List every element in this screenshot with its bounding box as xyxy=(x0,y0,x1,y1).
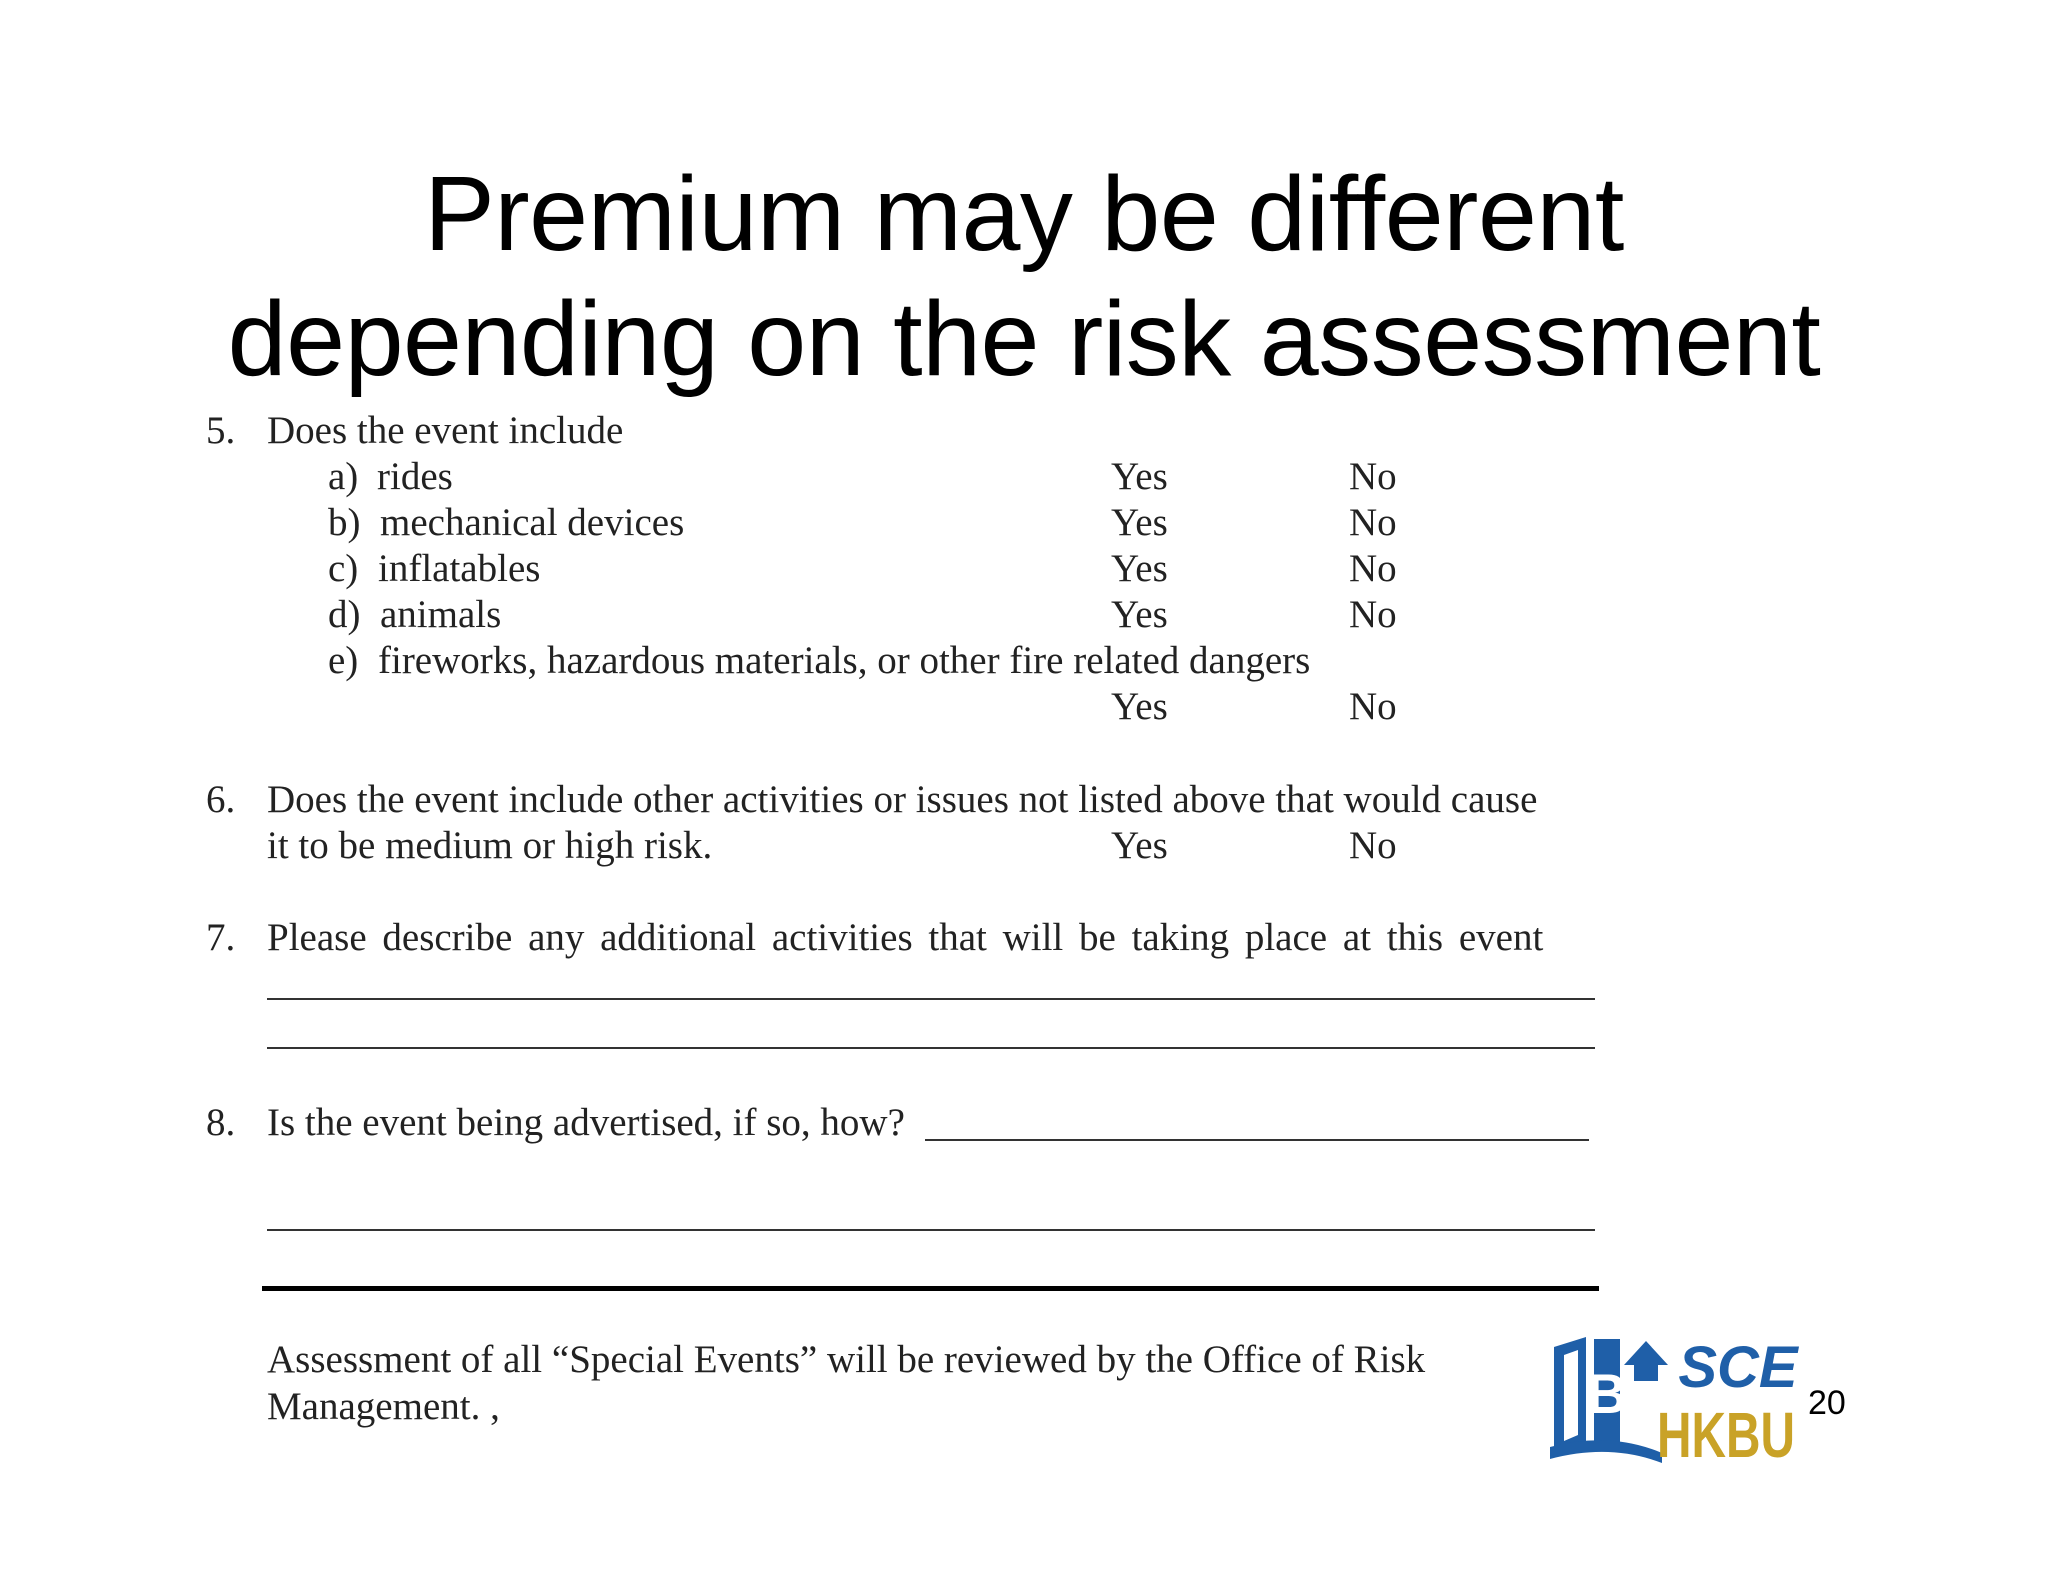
sce-hkbu-logo xyxy=(1550,1335,1812,1465)
logo-top-text: SCE xyxy=(1678,1335,1798,1400)
q6-text-line-2: it to be medium or high risk. xyxy=(267,824,713,867)
q5-item-c-label: inflatables xyxy=(378,547,541,590)
section-divider xyxy=(262,1286,1599,1291)
q8-answer-line-2[interactable] xyxy=(267,1229,1595,1231)
q5-item-b-letter: b) xyxy=(328,501,361,544)
q5-item-e-letter: e) xyxy=(328,639,359,682)
q5-item-d-no-option[interactable]: No xyxy=(1349,593,1397,636)
q5-item-b-label: mechanical devices xyxy=(380,501,685,544)
q5-item-b-yes-option[interactable]: Yes xyxy=(1111,501,1168,544)
q5-item-e-no-option[interactable]: No xyxy=(1349,685,1397,728)
q5-item-d-yes-option[interactable]: Yes xyxy=(1111,593,1168,636)
logo-emblem-letter: B xyxy=(1586,1362,1628,1425)
q7-text: Please describe any additional activities that will be taking place at this event xyxy=(267,916,1544,959)
q8-number: 8. xyxy=(206,1101,236,1144)
q5-item-e-yes-option[interactable]: Yes xyxy=(1111,685,1168,728)
q8-text: Is the event being advertised, if so, how? xyxy=(267,1101,905,1144)
q5-item-b-no-option[interactable]: No xyxy=(1349,501,1397,544)
slide-title-line-2: depending on the risk assessment xyxy=(227,280,1821,398)
q5-item-c-letter: c) xyxy=(328,547,359,590)
q5-item-a-yes-option[interactable]: Yes xyxy=(1111,455,1168,498)
q8-answer-inline-line[interactable] xyxy=(925,1139,1589,1141)
slide-title-line-1: Premium may be different xyxy=(424,155,1624,273)
q6-yes-option[interactable]: Yes xyxy=(1111,824,1168,867)
q5-item-a-label: rides xyxy=(377,455,453,498)
q6-no-option[interactable]: No xyxy=(1349,824,1397,867)
q7-answer-line-1[interactable] xyxy=(267,998,1595,1000)
q5-item-a-no-option[interactable]: No xyxy=(1349,455,1397,498)
footer-note-line-2: Management. , xyxy=(267,1385,500,1428)
q5-text: Does the event include xyxy=(267,409,624,452)
q6-text-line-1: Does the event include other activities or issues not listed above that would cause xyxy=(267,778,1538,821)
q5-item-a-letter: a) xyxy=(328,455,359,498)
sce-hkbu-logo-graphic xyxy=(1550,1335,1812,1465)
q5-item-d-letter: d) xyxy=(328,593,361,636)
q5-item-d-label: animals xyxy=(380,593,502,636)
q7-answer-line-2[interactable] xyxy=(267,1047,1595,1049)
q6-number: 6. xyxy=(206,778,236,821)
q7-number: 7. xyxy=(206,916,236,959)
q5-item-c-no-option[interactable]: No xyxy=(1349,547,1397,590)
slide-title xyxy=(0,152,2048,402)
q5-item-e-label: fireworks, hazardous materials, or other fire related dangers xyxy=(378,639,1311,682)
logo-bottom-text: HKBU xyxy=(1657,1399,1795,1465)
q5-item-c-yes-option[interactable]: Yes xyxy=(1111,547,1168,590)
q5-number: 5. xyxy=(206,409,236,452)
page-number: 20 xyxy=(1808,1384,1846,1422)
footer-note-line-1: Assessment of all “Special Events” will be reviewed by the Office of Risk xyxy=(267,1338,1426,1381)
